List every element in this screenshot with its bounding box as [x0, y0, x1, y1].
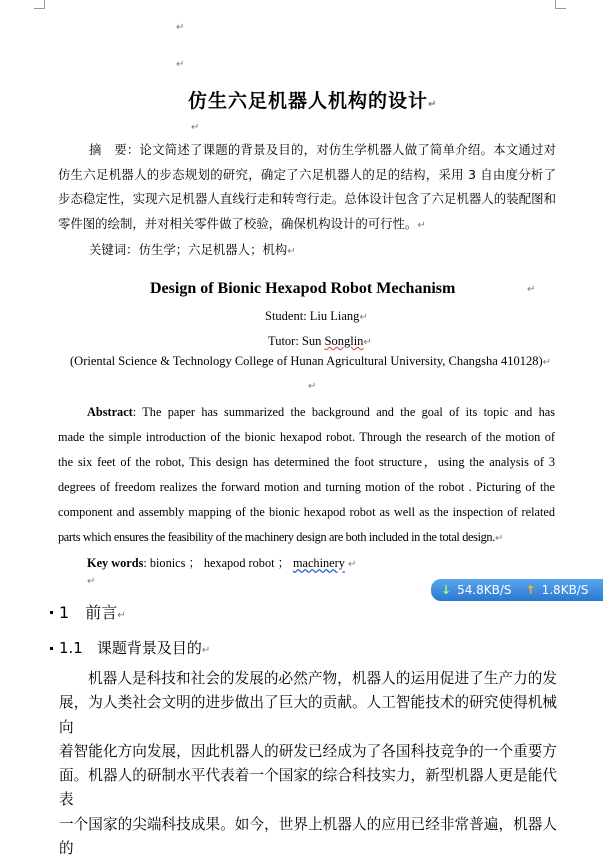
- page-corner-mark-left: [34, 0, 45, 9]
- student-line: Student: Liu Liang↵: [265, 309, 368, 323]
- paragraph-mark: ↵: [176, 59, 185, 70]
- abstract-en: Abstract: The paper has summarized the background and the goal of its topic and has made the simple introduction of the bionic hexapod robot. Through the research of the motion of the six feet of the robot, This design has determined the foot structure，using the analysis of 3 degrees of freedom realizes the forward motion and turning motion of the robot . Picturing of the component and assembly mapping of the bionic hexapod robot as well as the inspection of related parts which ensures the feasibility of the machinery design are both included in the total design.↵ Key words: bionics ； hexapod robot ； machinery ↵: [58, 400, 555, 578]
- paragraph-mark: ↵: [527, 284, 536, 295]
- paragraph-mark: ↵: [176, 22, 185, 33]
- section-heading-1-1: 1.1 课题背景及目的↵: [59, 639, 211, 657]
- download-speed: 54.8KB/S: [457, 583, 512, 597]
- paragraph-mark: ↵: [308, 381, 317, 392]
- network-speed-widget[interactable]: [431, 579, 603, 601]
- heading-bullet: [50, 611, 53, 614]
- keywords-en: Key words: bionics ； hexapod robot ； machinery ↵: [87, 556, 357, 571]
- page-corner-mark-right: [555, 0, 566, 9]
- upload-arrow-icon: ↑: [525, 583, 536, 597]
- heading-bullet: [50, 647, 53, 650]
- paragraph-mark: ↵: [87, 576, 96, 587]
- document-title-cn: 仿生六足机器人机构的设计↵: [188, 90, 438, 112]
- abstract-cn: 摘 要：论文简述了课题的背景及目的，对仿生学机器人做了简单介绍。本文通过对 仿生六足机器人的步态规划的研究，确定了六足机器人的足的结构，采用 3 自由度分析了 步态稳定性，实现六足机器人直线行走和转弯行走。总体设计包含了六足机器人的装配图和 零件图的绘制，并对相关零件做了校验，确保机构设计的可行性。↵ 关键词：仿生学；六足机器人；机构↵: [58, 138, 556, 265]
- abstract-cn-label: 摘 要：: [89, 142, 140, 157]
- affiliation-line: (Oriental Science & Technology College of Hunan Agricultural University, Changsha 410128)↵: [70, 354, 552, 368]
- tutor-line: Tutor: Sun Songlin↵: [268, 334, 372, 348]
- section-heading-1: 1 前言↵: [59, 603, 126, 622]
- abstract-en-label: Abstract: [87, 405, 133, 419]
- download-arrow-icon: ↓: [441, 583, 452, 597]
- document-title-en: Design of Bionic Hexapod Robot Mechanism: [150, 280, 456, 297]
- upload-speed: 1.8KB/S: [541, 583, 589, 597]
- paragraph-mark: ↵: [191, 122, 200, 133]
- body-paragraph: 机器人是科技和社会的发展的必然产物，机器人的运用促进了生产力的发 展，为人类社会文明的进步做出了巨大的贡献。人工智能技术的研究使得机械向 着智能化方向发展，因此机器人的研发已经成为了各国科技竞争的一个重要方 面。机器人的研制水平代表着一个国家的综合科技实力，新型机器人更是能代表 一个国家的尖端科技成果。如今，世界上机器人的应用已经非常普遍，机器人的: [59, 670, 557, 858]
- keywords-cn: 关键词：仿生学；六足机器人；机构↵: [89, 242, 296, 257]
